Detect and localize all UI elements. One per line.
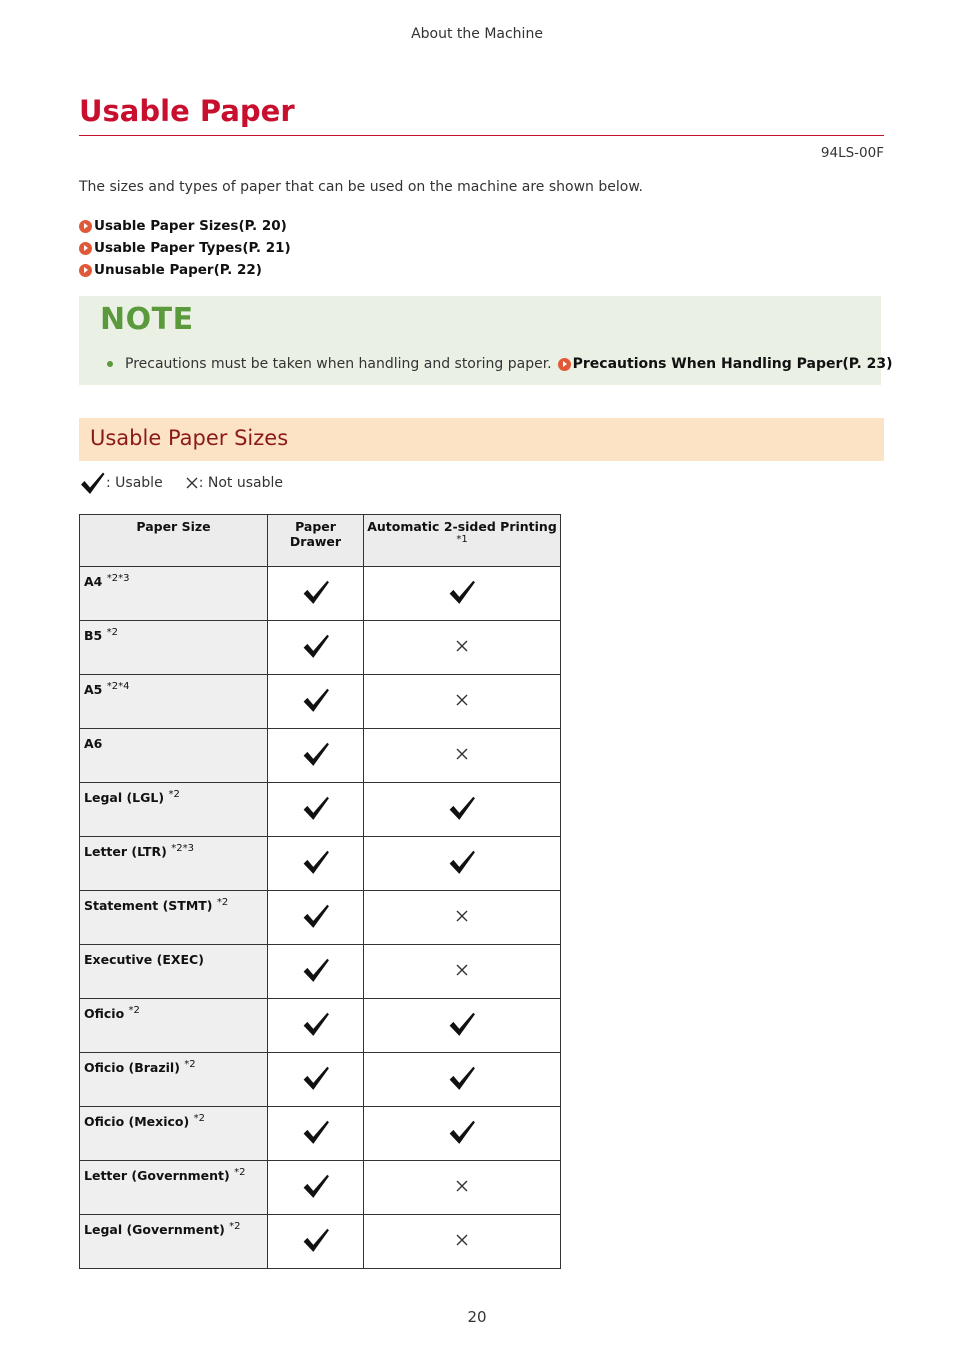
paper-drawer-cell [268, 1215, 364, 1269]
check-icon [302, 741, 330, 767]
paper-size-name: A5 $^{*2*4}$ [80, 675, 268, 729]
check-icon [302, 1227, 330, 1253]
link-label: Usable Paper Sizes(P. 20) [94, 218, 287, 234]
check-icon [302, 687, 330, 713]
check-icon [302, 579, 330, 605]
note-item [107, 356, 893, 372]
paper-size-name: B5 $^{*2}$ [80, 621, 268, 675]
paper-size-name: Oficio (Brazil) $^{*2}$ [80, 1053, 268, 1107]
column-header-duplex: Automatic 2-sided Printing $^{*1}$ [364, 515, 561, 567]
paper-size-name: Executive (EXEC) [80, 945, 268, 999]
duplex-cell [364, 783, 561, 837]
paper-size-name: Oficio $^{*2}$ [80, 999, 268, 1053]
paper-size-name: Letter (LTR) $^{*2*3}$ [80, 837, 268, 891]
check-icon [302, 1065, 330, 1091]
paper-drawer-cell [268, 1107, 364, 1161]
check-icon [448, 1011, 476, 1037]
arrow-circle-icon [79, 220, 92, 233]
paper-drawer-cell [268, 1161, 364, 1215]
paper-drawer-cell [268, 729, 364, 783]
duplex-cell [364, 999, 561, 1053]
check-icon [302, 1173, 330, 1199]
section-title: Usable Paper Sizes [90, 426, 289, 450]
check-icon [302, 849, 330, 875]
legend-not-usable [185, 475, 283, 491]
link-precautions[interactable] [558, 356, 893, 372]
table-row [80, 729, 561, 783]
cross-icon [455, 1179, 469, 1193]
paper-drawer-cell [268, 621, 364, 675]
duplex-cell [364, 567, 561, 621]
table-row [80, 1161, 561, 1215]
paper-sizes-table [79, 514, 561, 1269]
table-row [80, 567, 561, 621]
title-divider [79, 135, 884, 136]
table-row [80, 783, 561, 837]
page-header: About the Machine [411, 26, 543, 42]
paper-drawer-cell [268, 891, 364, 945]
legend-not-usable-label: : Not usable [198, 475, 283, 491]
legend [79, 471, 283, 495]
table-row [80, 891, 561, 945]
arrow-circle-icon [79, 242, 92, 255]
link-unusable-paper[interactable] [79, 259, 291, 281]
link-usable-paper-types[interactable] [79, 237, 291, 259]
check-icon [448, 795, 476, 821]
cross-icon [185, 476, 199, 490]
check-icon [448, 1065, 476, 1091]
check-icon [448, 849, 476, 875]
paper-drawer-cell [268, 567, 364, 621]
arrow-circle-icon [558, 358, 571, 371]
link-label: Usable Paper Types(P. 21) [94, 240, 291, 256]
note-box [79, 296, 893, 385]
topic-links [79, 215, 291, 281]
check-icon [79, 471, 106, 495]
legend-usable-label: : Usable [106, 475, 163, 491]
cross-icon [455, 909, 469, 923]
check-icon [302, 633, 330, 659]
paper-drawer-cell [268, 837, 364, 891]
link-usable-paper-sizes[interactable] [79, 215, 291, 237]
check-icon [302, 1011, 330, 1037]
arrow-circle-icon [79, 264, 92, 277]
bullet-icon [107, 361, 113, 367]
document-code: 94LS-00F [820, 145, 884, 161]
link-label: Unusable Paper(P. 22) [94, 262, 262, 278]
duplex-cell [364, 1107, 561, 1161]
duplex-cell [364, 1053, 561, 1107]
table-row [80, 837, 561, 891]
page-title: Usable Paper [79, 94, 295, 128]
paper-size-name: Letter (Government) $^{*2}$ [80, 1161, 268, 1215]
column-header-paper-drawer: Paper Drawer [268, 515, 364, 567]
duplex-cell [364, 621, 561, 675]
paper-size-name: Statement (STMT) $^{*2}$ [80, 891, 268, 945]
duplex-cell [364, 891, 561, 945]
paper-size-name: Oficio (Mexico) $^{*2}$ [80, 1107, 268, 1161]
table-row [80, 1107, 561, 1161]
cross-icon [455, 639, 469, 653]
duplex-cell [364, 945, 561, 999]
intro-text: The sizes and types of paper that can be used on the machine are shown below. [79, 179, 643, 195]
paper-size-name: A4 $^{*2*3}$ [80, 567, 268, 621]
cross-icon [455, 693, 469, 707]
page-number: 20 [467, 1308, 487, 1326]
cross-icon [455, 1233, 469, 1247]
paper-drawer-cell [268, 945, 364, 999]
paper-size-name: A6 [80, 729, 268, 783]
table-row [80, 999, 561, 1053]
duplex-cell [364, 837, 561, 891]
check-icon [302, 903, 330, 929]
check-icon [448, 1119, 476, 1145]
paper-drawer-cell [268, 675, 364, 729]
section-header [79, 418, 884, 461]
check-icon [302, 1119, 330, 1145]
table-row [80, 675, 561, 729]
note-title: NOTE [100, 302, 194, 337]
paper-drawer-cell [268, 999, 364, 1053]
table-row [80, 945, 561, 999]
table-row [80, 1215, 561, 1269]
paper-size-name: Legal (Government) $^{*2}$ [80, 1215, 268, 1269]
cross-icon [455, 963, 469, 977]
duplex-cell [364, 675, 561, 729]
check-icon [448, 579, 476, 605]
link-label: Precautions When Handling Paper(P. 23) [572, 356, 893, 372]
legend-usable [79, 471, 163, 495]
paper-size-name: Legal (LGL) $^{*2}$ [80, 783, 268, 837]
column-header-paper-size: Paper Size [80, 515, 268, 567]
check-icon [302, 957, 330, 983]
paper-drawer-cell [268, 783, 364, 837]
duplex-cell [364, 1215, 561, 1269]
check-icon [302, 795, 330, 821]
paper-drawer-cell [268, 1053, 364, 1107]
duplex-cell [364, 1161, 561, 1215]
table-row [80, 621, 561, 675]
duplex-cell [364, 729, 561, 783]
note-text: Precautions must be taken when handling and storing paper. [125, 356, 552, 372]
cross-icon [455, 747, 469, 761]
table-row [80, 1053, 561, 1107]
